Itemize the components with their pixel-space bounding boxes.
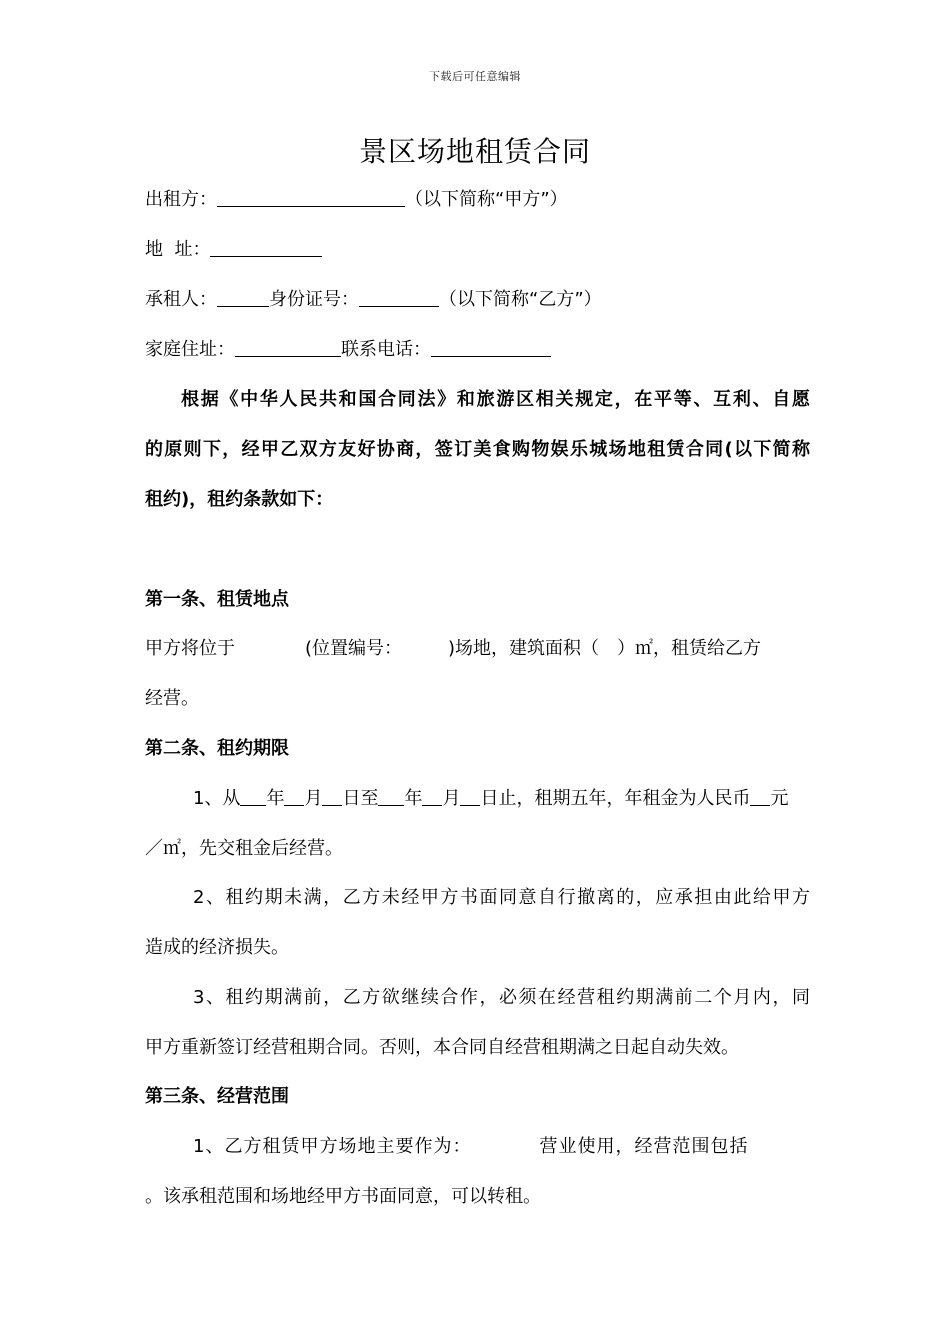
address-label: 地 址： [145, 239, 211, 260]
a2-c1-month2: 月 [442, 788, 461, 809]
a2-c1-month: 月 [304, 788, 323, 809]
end-day-blank [460, 785, 480, 806]
home-address-blank [235, 336, 341, 357]
preamble-line-2: 的原则下，经甲乙双方友好协商，签订美食购物娱乐城场地租赁合同(以下简称 [145, 439, 810, 460]
a1-area-label: )场地，建筑面积（ [448, 638, 600, 659]
article-3-clause-1-line-1 [145, 1132, 810, 1162]
lessor-label: 出租方： [145, 189, 217, 210]
start-day-blank [322, 785, 342, 806]
a2-c1-end: 日止，租期五年，年租金为人民币 [480, 788, 751, 809]
header-note: 下载后可任意编辑 [429, 70, 521, 83]
contract-title: 景区场地租赁合同 [358, 135, 591, 168]
article-3-heading: 第三条、经营范围 [145, 1086, 289, 1107]
article-2-clause-3-line-2: 甲方重新签订经营租期合同。否则，本合同自经营租期满之日起自动失效。 [145, 1037, 739, 1058]
article-2-clause-1-line-1 [145, 784, 810, 814]
a2-c1-year: 年 [266, 788, 285, 809]
a1-located-at: 甲方将位于 [145, 638, 235, 659]
lessee-line [145, 285, 810, 315]
article-2-clause-2-line-2: 造成的经济损失。 [145, 937, 289, 958]
article-1-heading: 第一条、租赁地点 [145, 589, 289, 610]
lessor-line [145, 185, 810, 215]
home-label: 家庭住址： [145, 339, 235, 360]
id-label: 身份证号： [269, 289, 359, 310]
article-3-clause-1-line-2: 。该承租范围和场地经甲方书面同意，可以转租。 [145, 1186, 541, 1207]
rent-amount-blank [750, 785, 770, 806]
preamble-line-1: 根据《中华人民共和国合同法》和旅游区相关规定，在平等、互利、自愿 [181, 389, 810, 410]
start-year-blank [240, 785, 266, 806]
preamble-line-3: 租约)，租约条款如下： [145, 489, 334, 510]
article-2-heading: 第二条、租约期限 [145, 738, 289, 759]
a3-c1-main-use: 1、乙方租赁甲方场地主要作为： [193, 1136, 472, 1157]
a3-c1-scope: 营业使用，经营范围包括 [539, 1136, 749, 1157]
a2-c1-year2: 年 [404, 788, 423, 809]
article-1-para-line-1 [145, 634, 810, 664]
lessor-name-blank [217, 186, 405, 207]
lessee-suffix: （以下简称“乙方”） [439, 289, 602, 310]
article-1-para-line-2: 经营。 [145, 688, 199, 709]
article-2-clause-1-line-2: ／㎡，先交租金后经营。 [145, 838, 343, 859]
article-2-clause-2-line-1: 2、租约期未满，乙方未经甲方书面同意自行撤离的，应承担由此给甲方 [193, 887, 810, 908]
end-year-blank [378, 785, 404, 806]
lessor-suffix: （以下简称“甲方”） [405, 189, 568, 210]
home-phone-line [145, 335, 810, 365]
a1-lease-to: ）㎡，租赁给乙方 [617, 638, 762, 659]
lessee-label: 承租人： [145, 289, 217, 310]
address-line [145, 235, 810, 265]
start-month-blank [284, 785, 304, 806]
a2-c1-day-to: 日至 [342, 788, 379, 809]
id-number-blank [359, 286, 439, 307]
article-2-clause-3-line-1: 3、租约期满前，乙方欲继续合作，必须在经营租约期满前二个月内，同 [193, 987, 810, 1008]
end-month-blank [422, 785, 442, 806]
phone-blank [431, 336, 551, 357]
a1-position-no: (位置编号： [305, 638, 403, 659]
address-blank [210, 236, 322, 257]
a2-c1-yuan: 元 [770, 788, 789, 809]
phone-label: 联系电话： [341, 339, 431, 360]
lessee-name-blank [217, 286, 269, 307]
a2-c1-from: 1、从 [193, 788, 241, 809]
